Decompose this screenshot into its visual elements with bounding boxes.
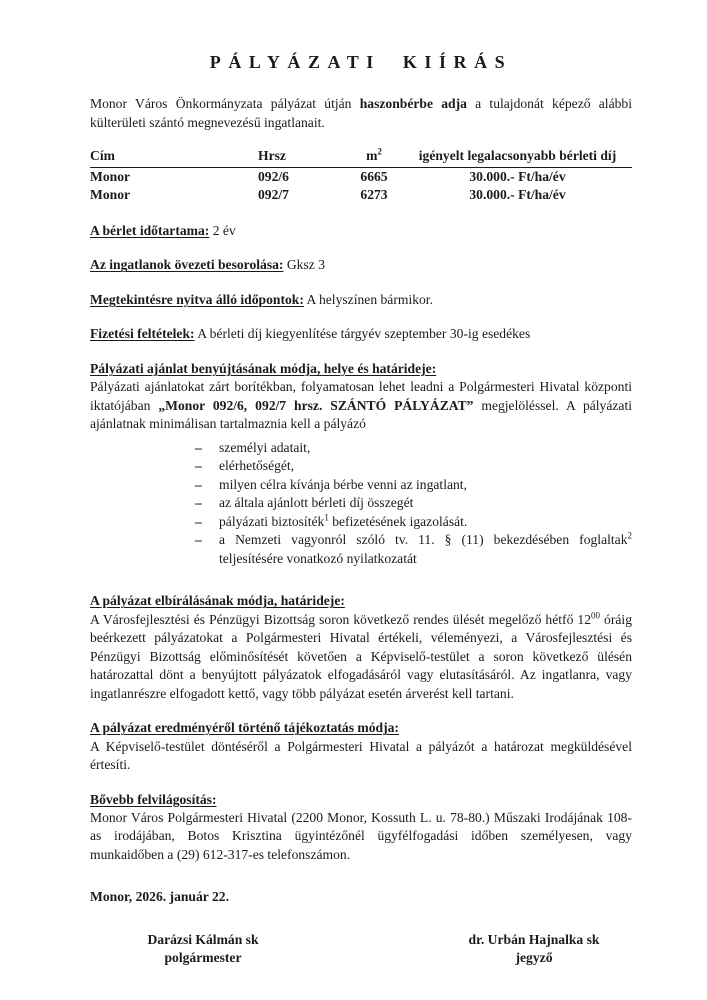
intro-text-pre: Monor Város Önkormányzata pályázat útján bbox=[90, 96, 360, 112]
row-area: 6273 bbox=[360, 187, 388, 203]
detail-payment-value: A bérleti díj kiegyenlítése tárgyév szeptember 30-ig esedékes bbox=[197, 326, 531, 342]
signature-block bbox=[90, 931, 632, 968]
list-item bbox=[195, 439, 632, 457]
section-evaluation bbox=[90, 592, 632, 703]
submission-text-pre: Pályázati ajánlatokat zárt borítékban, folyamatosan lehet leadni a Polgármesteri Hivatal központi iktatójában bbox=[90, 379, 632, 413]
section-submission bbox=[90, 360, 632, 568]
row-hrsz: 092/6 bbox=[258, 168, 289, 184]
bullet-text: az általa ajánlott bérleti díj összegét bbox=[219, 495, 414, 511]
header-area-sup: 2 bbox=[377, 146, 382, 157]
parcel-table bbox=[90, 147, 632, 204]
list-item bbox=[195, 513, 632, 531]
date-line: Monor, 2026. január 22. bbox=[90, 889, 229, 905]
submission-heading: Pályázati ajánlat benyújtásának módja, helye és határideje: bbox=[90, 360, 437, 376]
bullet-dash-icon: – bbox=[195, 513, 202, 529]
bullet-text-deposit bbox=[219, 513, 632, 531]
detail-duration-value: 2 év bbox=[212, 222, 236, 238]
list-item bbox=[195, 476, 632, 494]
declaration-pre: a Nemzeti vagyonról szóló tv. 11. § (11) bekezdésében foglaltak bbox=[219, 532, 628, 548]
footnote-ref-2: 2 bbox=[627, 530, 632, 541]
detail-payment-label: Fizetési feltételek: bbox=[90, 326, 195, 342]
detail-zoning-value: Gksz 3 bbox=[286, 257, 325, 273]
table-row bbox=[90, 168, 632, 186]
list-item bbox=[195, 531, 632, 568]
detail-zoning-label: Az ingatlanok övezeti besorolása: bbox=[90, 257, 284, 273]
row-cim: Monor bbox=[90, 168, 131, 184]
bullet-dash-icon: – bbox=[195, 439, 202, 455]
deposit-pre: pályázati biztosíték bbox=[219, 513, 325, 529]
section-info bbox=[90, 791, 632, 865]
signature-notary-name: dr. Urbán Hajnalka sk bbox=[468, 931, 600, 947]
requirement-list bbox=[195, 439, 632, 568]
detail-duration-label: A bérlet időtartama: bbox=[90, 222, 210, 238]
evaluation-text-post: óráig beérkezett pályázatokat a Polgármesteri Hivatal értékeli, véleményezi, a Városfejlesztési és Pénzügyi Bizottság előminősítését követően a Képviselő-testület a soron következő ülésén határozattal dönt a benyújtott pályázatok elfogadásáról vagy elutasításáról. Az ingatlanra, vagy ingatlanrészre elfogadott kettő, vagy több pályázat esetén árverést kell tartani. bbox=[90, 611, 632, 701]
footnote-ref-1: 1 bbox=[324, 512, 329, 523]
detail-viewing-label: Megtekintésre nyitva álló időpontok: bbox=[90, 291, 304, 307]
signature-mayor bbox=[118, 931, 288, 968]
header-area-base: m bbox=[366, 148, 378, 164]
detail-duration bbox=[90, 222, 632, 240]
bullet-text: elérhetőségét, bbox=[219, 458, 295, 474]
bullet-dash-icon: – bbox=[195, 532, 202, 548]
signature-notary-role: jegyző bbox=[515, 950, 553, 966]
section-notification bbox=[90, 719, 632, 774]
bullet-dash-icon: – bbox=[195, 495, 202, 511]
info-paragraph: Monor Város Polgármesteri Hivatal (2200 Monor, Kossuth L. u. 78-80.) Műszaki Irodájának 108-as irodájában, Botos Krisztina ügyintézőnél ügyfélfogadási időben személyesen, vagy munkaidőben a (29) 612-317-es telefonszámon. bbox=[90, 810, 632, 862]
detail-payment bbox=[90, 325, 632, 343]
row-cim: Monor bbox=[90, 187, 131, 203]
bullet-text: milyen célra kívánja bérbe venni az ingatlant, bbox=[219, 476, 467, 492]
evaluation-text-pre: A Városfejlesztési és Pénzügyi Bizottság soron következő rendes ülését megelőző hétfő 12 bbox=[90, 611, 592, 627]
notification-paragraph: A Képviselő-testület döntéséről a Polgármesteri Hivatal a pályázót a határozat megküldésével értesíti. bbox=[90, 738, 632, 773]
bullet-text: személyi adatait, bbox=[219, 439, 311, 455]
signature-mayor-role: polgármester bbox=[164, 950, 242, 966]
submission-text-post: megjelöléssel. A pályázati ajánlatnak minimálisan tartalmaznia kell a pályázó bbox=[90, 397, 632, 432]
evaluation-heading: A pályázat elbírálásának módja, határideje: bbox=[90, 593, 345, 609]
row-dij: 30.000.- Ft/ha/év bbox=[469, 187, 566, 203]
page-title: PÁLYÁZATI KIÍRÁS bbox=[209, 52, 513, 72]
header-area bbox=[345, 147, 403, 165]
detail-zoning bbox=[90, 256, 632, 274]
signature-mayor-name: Darázsi Kálmán sk bbox=[147, 931, 259, 947]
bullet-dash-icon: – bbox=[195, 476, 202, 492]
parcel-table-header bbox=[90, 147, 632, 167]
list-item bbox=[195, 494, 632, 512]
time-superscript: 00 bbox=[591, 610, 601, 621]
notification-heading: A pályázat eredményéről történő tájékoztatás módja: bbox=[90, 720, 399, 736]
evaluation-paragraph bbox=[90, 611, 632, 703]
detail-viewing bbox=[90, 291, 632, 309]
bullet-dash-icon: – bbox=[195, 458, 202, 474]
signature-notary bbox=[444, 931, 624, 968]
header-cim: Cím bbox=[90, 148, 115, 164]
info-heading: Bővebb felvilágosítás: bbox=[90, 791, 217, 807]
header-hrsz: Hrsz bbox=[258, 148, 286, 164]
intro-text-post: a tulajdonát képező alábbi külterületi szántó megnevezésű ingatlanait. bbox=[90, 96, 632, 130]
list-item bbox=[195, 457, 632, 475]
intro-text-bold: haszonbérbe adja bbox=[359, 96, 467, 112]
table-row bbox=[90, 186, 632, 204]
header-dij: igényelt legalacsonyabb bérleti díj bbox=[418, 148, 617, 164]
detail-viewing-value: A helyszínen bármikor. bbox=[306, 291, 433, 307]
row-area: 6665 bbox=[360, 168, 388, 184]
submission-paragraph bbox=[90, 378, 632, 433]
row-dij: 30.000.- Ft/ha/év bbox=[469, 168, 566, 184]
row-hrsz: 092/7 bbox=[258, 187, 289, 203]
intro-paragraph bbox=[90, 95, 632, 132]
deposit-post: befizetésének igazolását. bbox=[328, 513, 468, 529]
bullet-text-declaration bbox=[219, 531, 632, 568]
declaration-post: teljesítésére vonatkozó nyilatkozatát bbox=[219, 550, 417, 566]
submission-text-bold: „Monor 092/6, 092/7 hrsz. SZÁNTÓ PÁLYÁZAT” bbox=[158, 397, 474, 413]
